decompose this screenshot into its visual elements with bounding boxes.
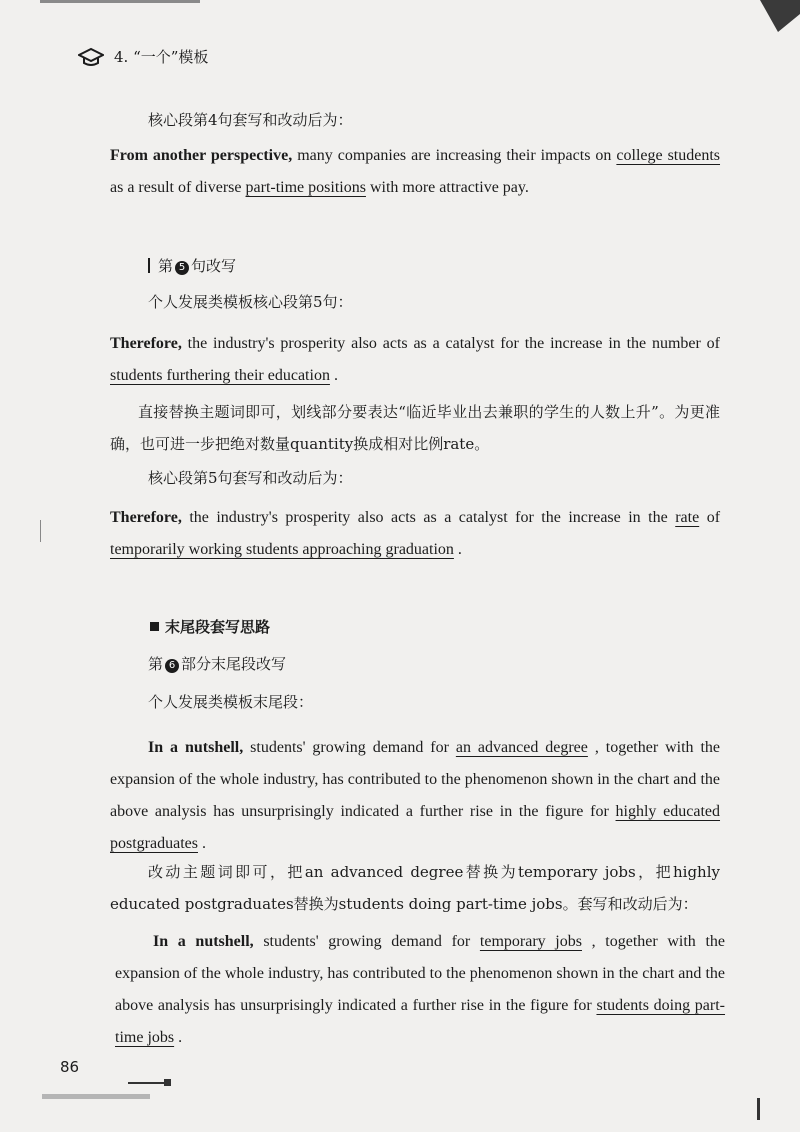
section-header <box>78 46 208 67</box>
core4-underline-1: college students <box>616 147 721 164</box>
footer-bar <box>42 1094 150 1099</box>
graduation-cap-icon <box>78 47 104 67</box>
core4-lead: From another perspective, <box>110 147 293 164</box>
footer-dot <box>164 1079 171 1086</box>
ending-note: 改动主题词即可，把an advanced degree替换为temporary jobs，把highly educated postgraduates替换为students doing part-time jobs。套写和改动后为： <box>110 863 720 913</box>
rewrite5-note: 直接替换主题词即可，划线部分要表达“临近毕业出去兼职的学生的人数上升”。为更准确，也可进一步把绝对数量quantity换成相对比例rate。 <box>110 403 720 453</box>
section-header-title: 4. “一个”模板 <box>114 48 209 66</box>
template5-sentence: Therefore, the industry's prosperity also acts as a catalyst for the increase in the number of students furthering their education . <box>110 335 721 384</box>
ending-template-lead: In a nutshell, <box>148 739 244 756</box>
ending-template-label: 个人发展类模板末尾段： <box>148 693 314 711</box>
template5-lead: Therefore, <box>110 335 182 352</box>
edge-mark <box>757 1098 760 1120</box>
template5-label: 个人发展类模板核心段第5句： <box>148 293 353 311</box>
page-corner-fold <box>740 0 800 40</box>
core5-lead: Therefore, <box>110 509 182 526</box>
top-edge-line <box>40 0 200 3</box>
ending-section-heading: 末尾段套写思路 <box>150 616 270 637</box>
heading-bar <box>148 258 150 273</box>
ending-final-underline-1: temporary jobs <box>479 933 582 950</box>
core5-underline-2: temporarily working students approaching graduation <box>110 541 454 558</box>
ending-final-paragraph: In a nutshell, students' growing demand for temporary jobs , together with the expansion of the whole industry, has contributed to the phenomenon shown in the chart and the above analysis has unsurprisingly indicated a further rise in the figure for students doing part-time jobs . <box>115 933 726 1046</box>
core4-underline-2: part-time positions <box>245 179 366 196</box>
core5-label: 核心段第5句套写和改动后为： <box>148 469 353 487</box>
ending-final-underline-2: students doing part-time jobs <box>115 997 726 1046</box>
ending-final-lead: In a nutshell, <box>153 933 254 950</box>
core5-underline-1: rate <box>675 509 700 526</box>
number-5-badge: 5 <box>175 261 189 275</box>
ending-template-underline-1: an advanced degree <box>455 739 588 756</box>
ending-template-paragraph: In a nutshell, students' growing demand for an advanced degree , together with the expansion of the whole industry, has contributed to the phenomenon shown in the chart and the above analysis has unsurprisingly indicated a further rise in the figure for highly educated postgraduates . <box>110 739 721 852</box>
rewrite5-heading: 第 5 句改写 <box>148 254 236 278</box>
number-6-badge: 6 <box>165 659 179 673</box>
part6-heading: 第 6 部分末尾段改写 <box>148 655 287 673</box>
core5-sentence: Therefore, the industry's prosperity also acts as a catalyst for the increase in the rate of temporarily working students approaching graduation . <box>110 509 721 558</box>
square-bullet-icon <box>150 622 159 631</box>
margin-mark <box>40 520 41 542</box>
footer-dash <box>128 1082 166 1084</box>
template5-underline: students furthering their education <box>110 367 330 384</box>
core4-label: 核心段第4句套写和改动后为： <box>148 111 353 129</box>
ending-template-underline-2: highly educated postgraduates <box>110 803 721 852</box>
core4-sentence: From another perspective, many companies are increasing their impacts on college students as a result of diverse part-time positions with more attractive pay. <box>110 147 721 196</box>
page-number: 86 <box>60 1058 80 1076</box>
